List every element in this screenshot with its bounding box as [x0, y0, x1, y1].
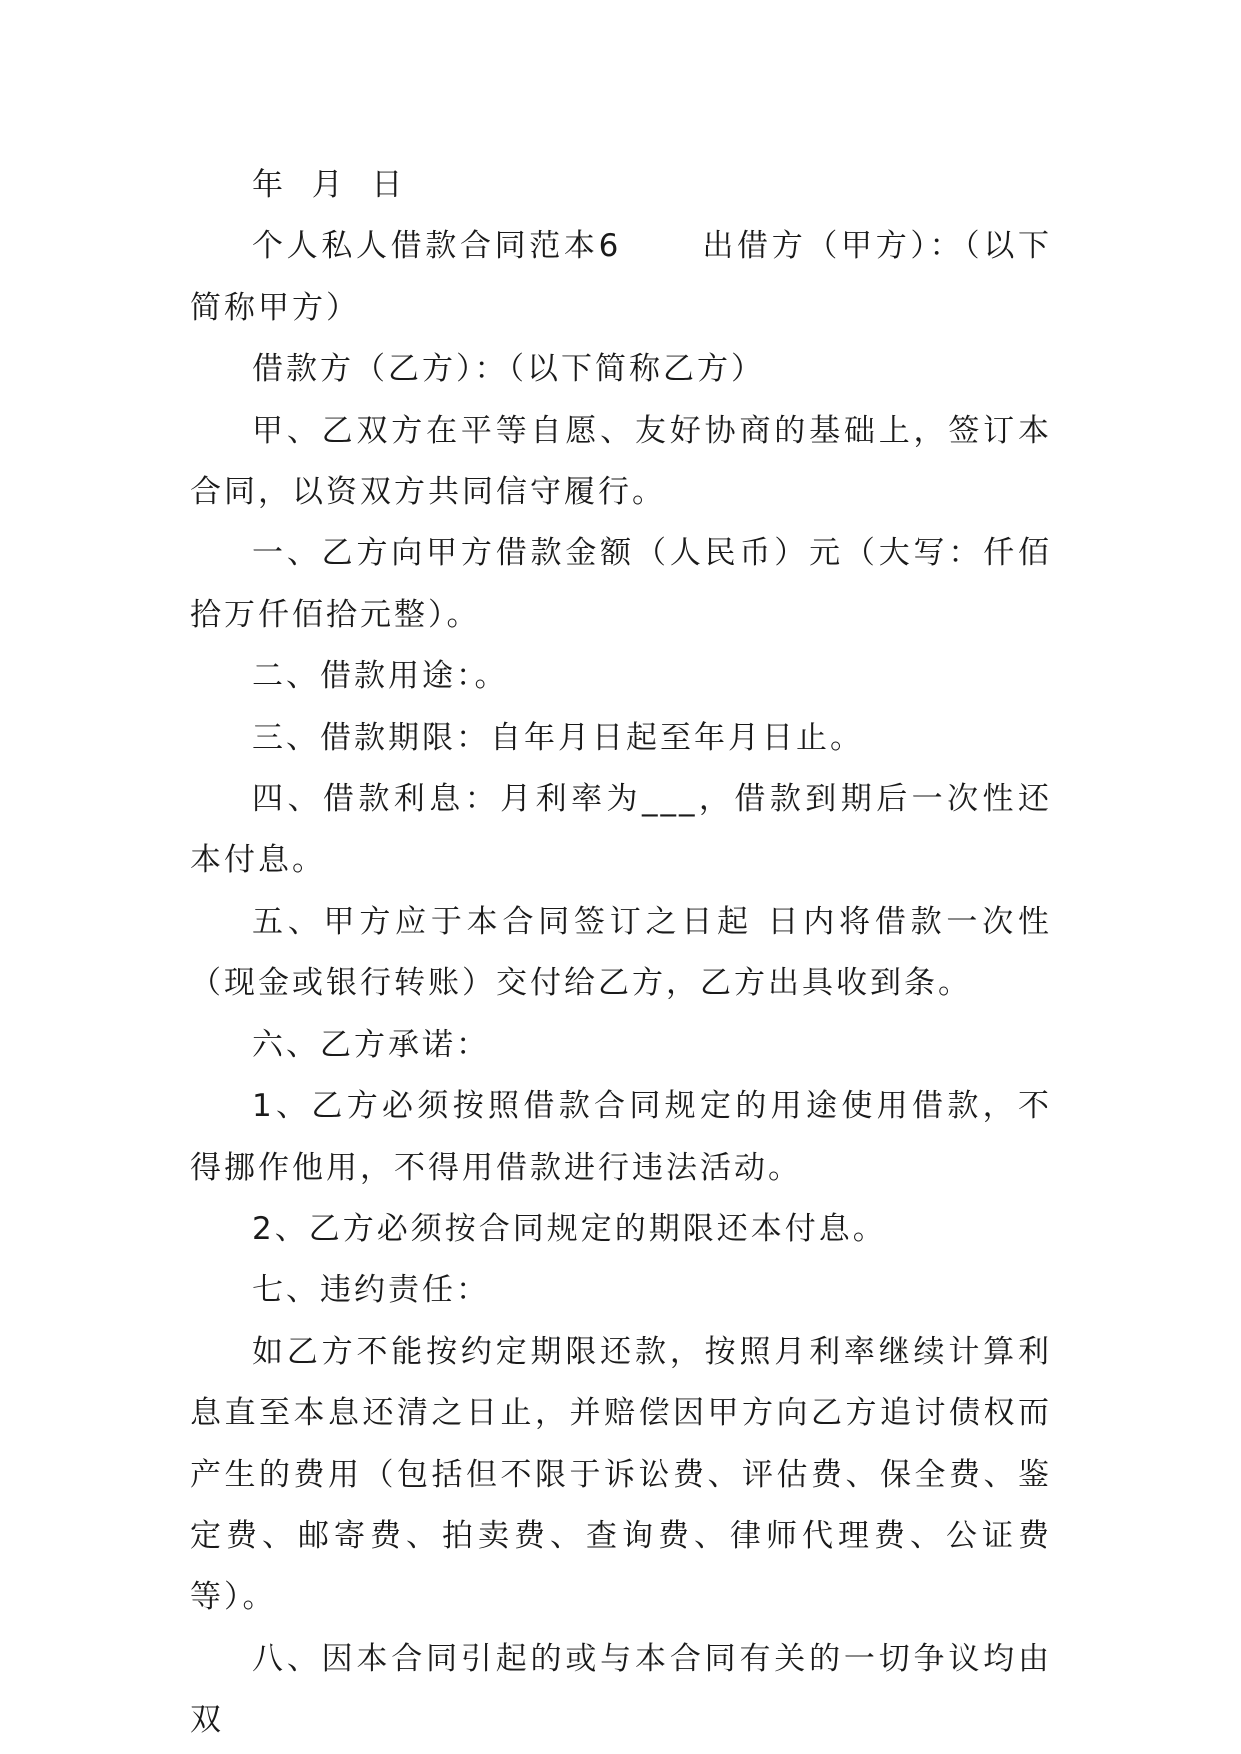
- document-body: [190, 155, 1052, 1752]
- clause-1-loan-amount: 一、乙方向甲方借款金额（人民币）元（大写：仟佰拾万仟佰拾元整）。: [190, 535, 1052, 633]
- date-line: 年 月 日: [252, 167, 406, 203]
- commitment-1: 1、乙方必须按照借款合同规定的用途使用借款，不得挪作他用，不得用借款进行违法活动。: [190, 1088, 1052, 1186]
- liability-paragraph: 如乙方不能按约定期限还款，按照月利率继续计算利息直至本息还清之日止，并赔偿因甲方向乙方追讨债权而产生的费用（包括但不限于诉讼费、评估费、保全费、鉴定费、邮寄费、拍卖费、查询费、律师代理费、公证费等）。: [190, 1333, 1052, 1616]
- clause-4-loan-interest: 四、借款利息：月利率为___，借款到期后一次性还本付息。: [190, 781, 1052, 879]
- clause-5-disbursement: 五、甲方应于本合同签订之日起 日内将借款一次性（现金或银行转账）交付给乙方，乙方出具收到条。: [190, 903, 1052, 1002]
- clause-8-disputes: 八、因本合同引起的或与本合同有关的一切争议均由双: [190, 1640, 1052, 1739]
- clause-3-loan-term: 三、借款期限：自年月日起至年月日止。: [252, 719, 864, 756]
- borrower-line: 借款方（乙方）：（以下简称乙方）: [252, 351, 765, 388]
- clause-7-liability-heading: 七、违约责任：: [252, 1272, 490, 1309]
- title-and-lender-line: 个人私人借款合同范本6 出借方（甲方）：（以下简称甲方）: [190, 228, 1052, 326]
- clause-2-loan-purpose: 二、借款用途：。: [252, 658, 509, 695]
- preamble-paragraph: 甲、乙双方在平等自愿、友好协商的基础上，签订本合同，以资双方共同信守履行。: [190, 412, 1052, 511]
- clause-6-borrower-commitments: 六、乙方承诺：: [252, 1026, 490, 1063]
- commitment-2: 2、乙方必须按合同规定的期限还本付息。: [252, 1210, 887, 1247]
